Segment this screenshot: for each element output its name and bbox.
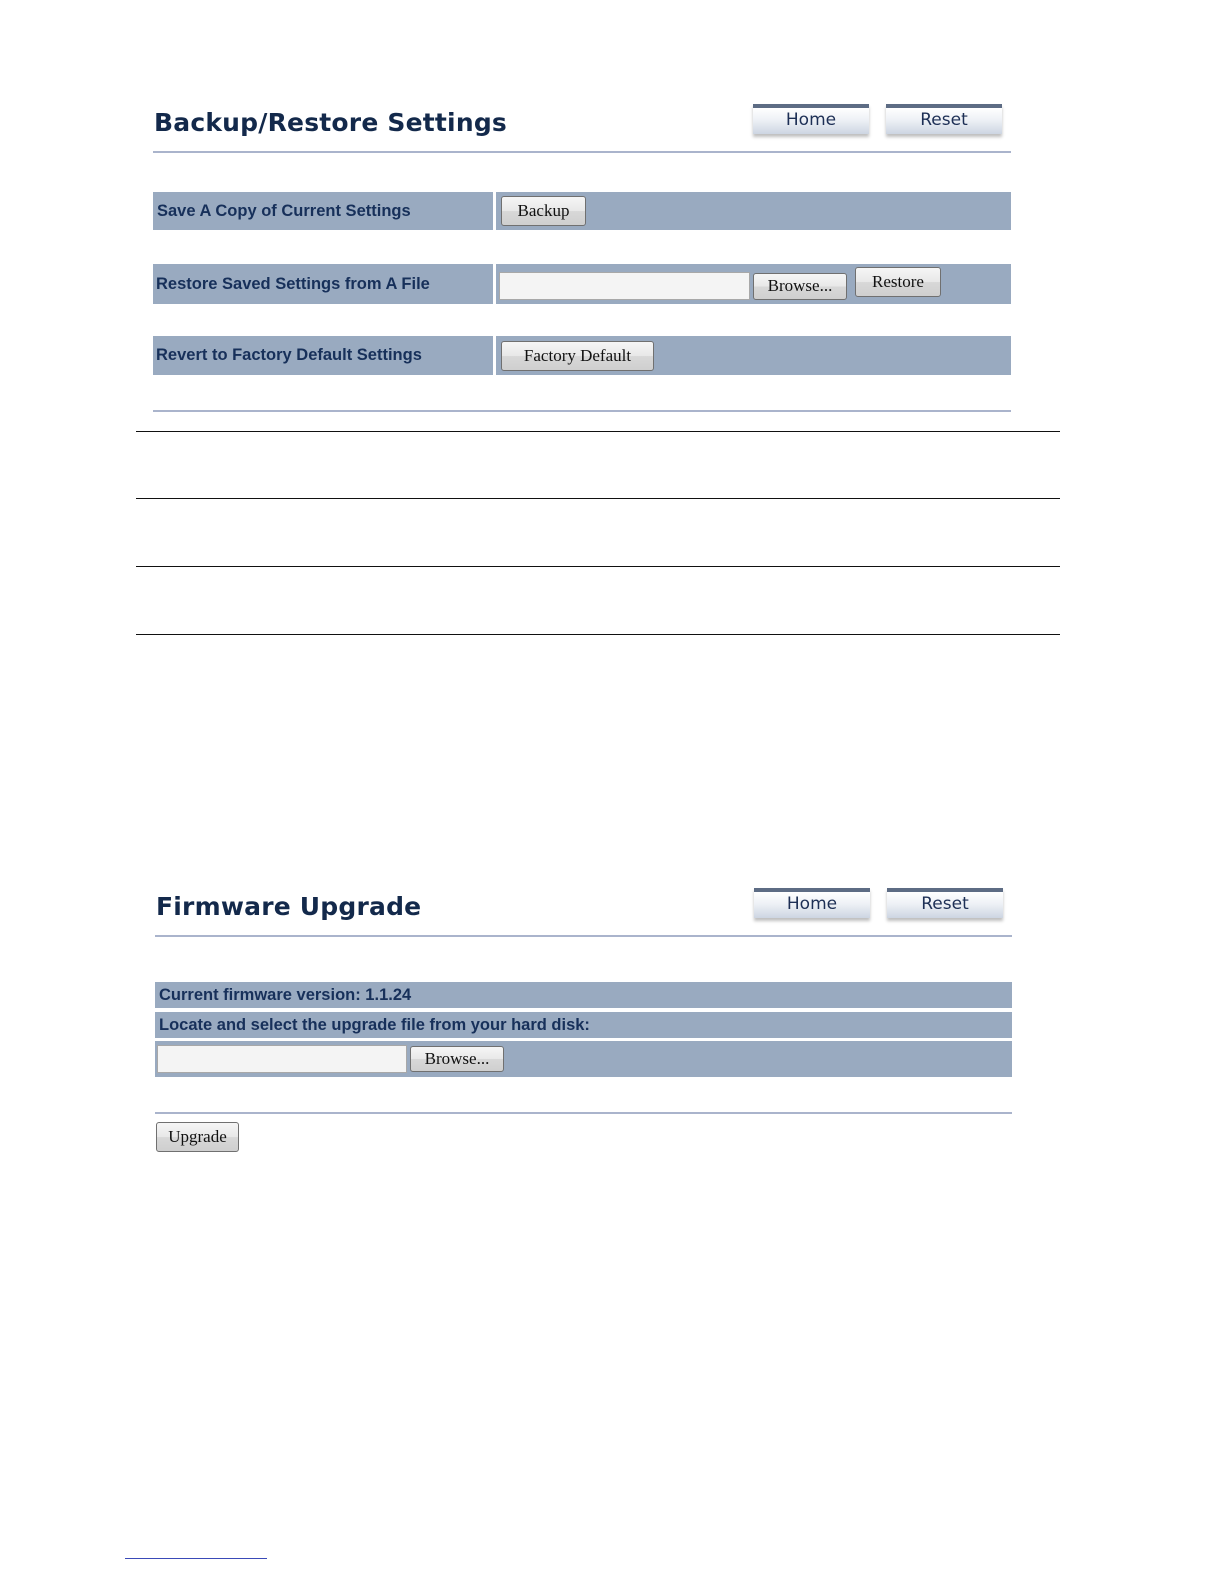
footnote-separator xyxy=(125,1558,267,1559)
home-button[interactable]: Home xyxy=(754,888,870,918)
table-rule xyxy=(136,431,1060,432)
restore-file-input[interactable] xyxy=(499,272,750,300)
table-rule xyxy=(136,498,1060,499)
restore-row xyxy=(153,264,1011,304)
restore-button[interactable]: Restore xyxy=(855,267,941,297)
current-firmware-version: Current firmware version: 1.1.24 xyxy=(155,982,1012,1008)
title-divider xyxy=(155,935,1012,937)
firmware-file-row xyxy=(155,1041,1012,1077)
locate-file-instruction: Locate and select the upgrade file from your hard disk: xyxy=(155,1012,1012,1038)
restore-browse-button[interactable]: Browse... xyxy=(753,273,847,300)
row-divider xyxy=(493,192,496,230)
reset-button[interactable]: Reset xyxy=(886,104,1002,134)
section-bottom-divider xyxy=(155,1112,1012,1114)
backup-restore-title: Backup/Restore Settings xyxy=(154,108,508,137)
firmware-title: Firmware Upgrade xyxy=(156,892,422,921)
backup-row-label: Save A Copy of Current Settings xyxy=(157,202,411,220)
factory-default-row-label: Revert to Factory Default Settings xyxy=(156,346,422,364)
backup-button[interactable]: Backup xyxy=(501,196,586,226)
table-rule xyxy=(136,566,1060,567)
factory-default-button[interactable]: Factory Default xyxy=(501,341,654,371)
table-rule xyxy=(136,634,1060,635)
section-bottom-divider xyxy=(153,410,1011,412)
reset-button[interactable]: Reset xyxy=(887,888,1003,918)
row-divider xyxy=(493,264,496,304)
firmware-browse-button[interactable]: Browse... xyxy=(410,1046,504,1072)
upgrade-button[interactable]: Upgrade xyxy=(156,1122,239,1152)
backup-row xyxy=(153,192,1011,230)
title-divider xyxy=(153,151,1011,153)
home-button[interactable]: Home xyxy=(753,104,869,134)
factory-default-row xyxy=(153,336,1011,375)
restore-row-label: Restore Saved Settings from A File xyxy=(156,275,430,293)
firmware-file-input[interactable] xyxy=(157,1045,407,1073)
row-divider xyxy=(493,336,496,375)
